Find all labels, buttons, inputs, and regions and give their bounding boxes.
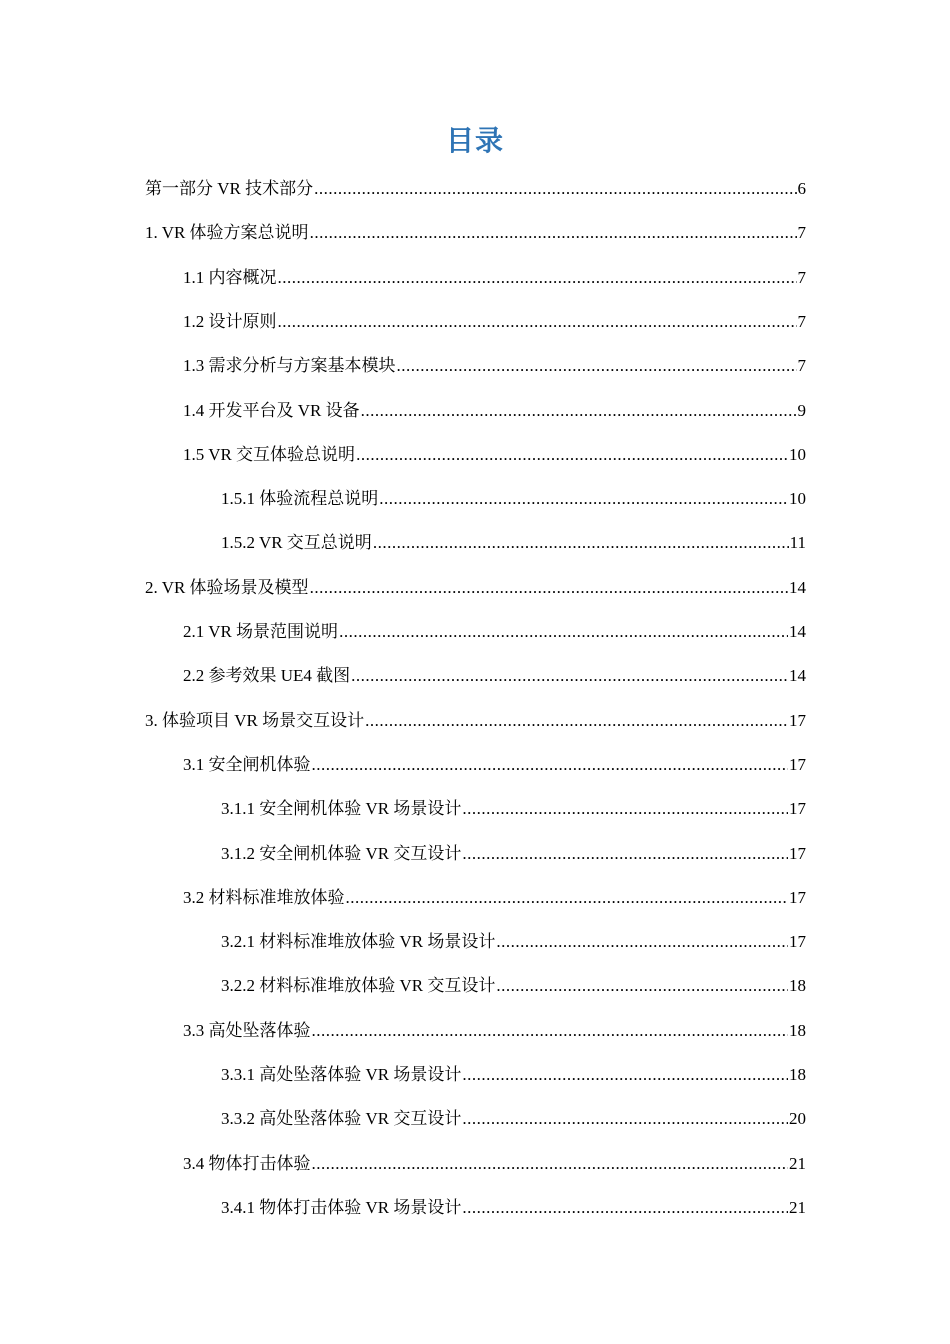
toc-entry[interactable]: [183, 299, 806, 333]
toc-entry[interactable]: [221, 1096, 806, 1130]
toc-entry-label: 3.4.1 物体打击体验 VR 场景设计: [221, 1197, 462, 1217]
toc-entry[interactable]: [221, 1185, 806, 1219]
toc-dot-leader: [496, 975, 788, 997]
toc-entry[interactable]: [183, 875, 806, 909]
toc-entry-label: 1.5.1 体验流程总说明: [221, 489, 379, 509]
toc-entry-label: 3.2.1 材料标准堆放体验 VR 场景设计: [221, 932, 496, 952]
toc-entry-label: 1.3 需求分析与方案基本模块: [183, 356, 396, 376]
toc-dot-leader: [462, 1108, 788, 1130]
toc-entry[interactable]: [183, 1008, 806, 1042]
toc-entry[interactable]: [221, 476, 806, 510]
toc-entry-label: 3.1.1 安全闸机体验 VR 场景设计: [221, 799, 462, 819]
toc-dot-leader: [312, 1153, 789, 1175]
toc-title: 目录: [445, 126, 504, 157]
toc-entry-label: 1.5 VR 交互体验总说明: [183, 444, 356, 464]
toc-entry[interactable]: [145, 210, 806, 244]
toc-dot-leader: [312, 1020, 789, 1042]
toc-page-number: 21: [789, 1153, 806, 1173]
toc-entry-label: 3.1.2 安全闸机体验 VR 交互设计: [221, 843, 462, 863]
toc-page-number: 17: [789, 932, 806, 952]
toc-entry-label: 1. VR 体验方案总说明: [145, 223, 309, 243]
toc-entry-label: 2.1 VR 场景范围说明: [183, 622, 339, 641]
toc-page-number: 10: [789, 489, 806, 509]
toc-entry[interactable]: [183, 1141, 806, 1175]
toc-dot-leader: [346, 887, 789, 909]
toc-page-number: 21: [789, 1197, 806, 1217]
toc-dot-leader: [278, 311, 797, 333]
toc-entry-label: 3. 体验项目 VR 场景交互设计: [145, 710, 365, 730]
toc-page-number: 14: [789, 577, 806, 597]
toc-dot-leader: [361, 400, 797, 422]
toc-entry[interactable]: [183, 343, 806, 377]
toc-entry[interactable]: [183, 609, 806, 643]
toc-dot-leader: [462, 843, 788, 865]
toc-entry-label: 1.2 设计原则: [183, 311, 277, 331]
toc-page-number: 20: [789, 1109, 806, 1129]
toc-entry-label: 3.3.1 高处坠落体验 VR 场景设计: [221, 1065, 462, 1084]
toc-entry[interactable]: [221, 919, 806, 953]
toc-entry[interactable]: [145, 565, 806, 599]
toc-page-number: 18: [789, 976, 806, 996]
toc-dot-leader: [365, 710, 788, 732]
toc-entry-label: 3.4 物体打击体验: [183, 1153, 311, 1173]
toc-entry-label: 1.5.2 VR 交互总说明: [221, 533, 372, 553]
toc-page-number: 7: [797, 267, 806, 287]
toc-entry-label: 3.1 安全闸机体验: [183, 754, 311, 774]
toc-entry[interactable]: [221, 1052, 806, 1086]
toc-dot-leader: [278, 267, 797, 289]
toc-dot-leader: [462, 1064, 788, 1086]
toc-page-number: 17: [789, 843, 806, 863]
toc-entry[interactable]: [183, 388, 806, 422]
toc-dot-leader: [339, 621, 788, 643]
toc-page-number: 14: [789, 666, 806, 686]
toc-page-number: 7: [797, 223, 806, 243]
toc-entry-label: 3.3.2 高处坠落体验 VR 交互设计: [221, 1109, 462, 1129]
toc-entry-label: 3.3 高处坠落体验: [183, 1020, 311, 1040]
toc-entry-label: 第一部分 VR 技术部分: [145, 179, 314, 198]
toc-dot-leader: [310, 577, 788, 599]
toc-entry-label: 3.2 材料标准堆放体验: [183, 887, 345, 907]
toc-page-number: 14: [789, 622, 806, 641]
toc-page-number: 17: [789, 754, 806, 774]
toc-dot-leader: [496, 931, 788, 953]
toc-dot-leader: [312, 754, 789, 776]
toc-entry[interactable]: [221, 520, 806, 554]
toc-dot-leader: [462, 1197, 788, 1219]
toc-entry[interactable]: [221, 786, 806, 820]
toc-entry[interactable]: [221, 831, 806, 865]
toc-page-number: 6: [797, 179, 806, 198]
toc-page-number: 7: [797, 311, 806, 331]
toc-page-number: 17: [789, 710, 806, 730]
toc-dot-leader: [314, 178, 796, 200]
toc-page-number: 10: [789, 444, 806, 464]
toc-page-number: 18: [789, 1020, 806, 1040]
toc-entry[interactable]: [145, 166, 806, 200]
toc-entry-label: 3.2.2 材料标准堆放体验 VR 交互设计: [221, 976, 496, 996]
toc-entry[interactable]: [221, 963, 806, 997]
toc-entry[interactable]: [183, 742, 806, 776]
toc-dot-leader: [462, 798, 788, 820]
toc-entry[interactable]: [183, 255, 806, 289]
toc-page-number: 11: [789, 533, 806, 553]
toc-page-number: 9: [797, 400, 806, 420]
toc-entry-label: 2. VR 体验场景及模型: [145, 577, 309, 597]
toc-page-number: 18: [789, 1065, 806, 1084]
toc-dot-leader: [373, 532, 789, 554]
toc-entry[interactable]: [183, 432, 806, 466]
toc-dot-leader: [356, 444, 788, 466]
toc-entry-label: 2.2 参考效果 UE4 截图: [183, 666, 351, 686]
toc-entry-label: 1.1 内容概况: [183, 267, 277, 287]
toc-page-number: 7: [797, 356, 806, 376]
toc-entry[interactable]: [183, 653, 806, 687]
toc-dot-leader: [351, 665, 788, 687]
toc-dot-leader: [379, 488, 788, 510]
toc-dot-leader: [397, 355, 797, 377]
toc-page-number: 17: [789, 799, 806, 819]
toc-page-number: 17: [789, 887, 806, 907]
toc-dot-leader: [310, 222, 797, 244]
toc-entry[interactable]: [145, 698, 806, 732]
toc-entry-label: 1.4 开发平台及 VR 设备: [183, 400, 360, 420]
